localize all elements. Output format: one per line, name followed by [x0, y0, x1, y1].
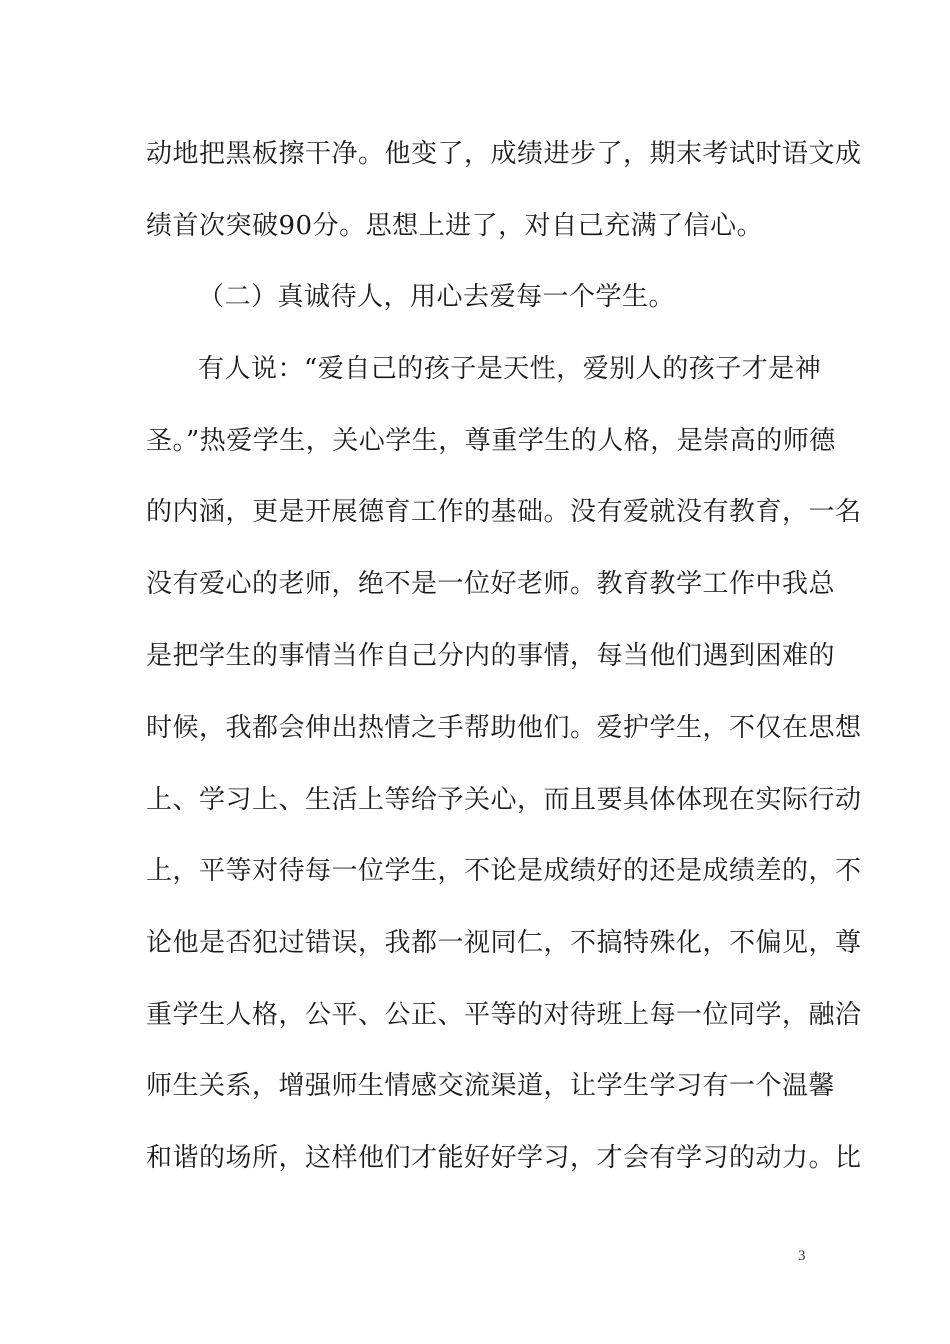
text-line-1: 动地把黑板擦干净。他变了，成绩进步了，期末考试时语文成 — [146, 139, 862, 169]
text-line-11: 上，平等对待每一位学生，不论是成绩好的还是成绩差的，不 — [146, 856, 862, 886]
text-line-15: 和谐的场所，这样他们才能好好学习，才会有学习的动力。比 — [146, 1143, 862, 1173]
text-line-12: 论他是否犯过错误，我都一视同仁，不搞特殊化，不偏见，尊 — [146, 928, 862, 958]
text-line-13: 重学生人格，公平、公正、平等的对待班上每一位同学，融洽 — [146, 1000, 862, 1030]
text-line-10: 上、学习上、生活上等给予关心，而且要具体体现在实际行动 — [146, 785, 862, 815]
text-line-8: 是把学生的事情当作自己分内的事情，每当他们遇到困难的 — [146, 641, 836, 671]
text-line-7: 没有爱心的老师，绝不是一位好老师。教育教学工作中我总 — [146, 569, 836, 599]
text-line-4: 有人说：“爱自己的孩子是天性，爱别人的孩子才是神 — [198, 354, 822, 384]
text-line-2: 绩首次突破90分。思想上进了，对自己充满了信心。 — [146, 211, 764, 241]
text-line-6: 的内涵，更是开展德育工作的基础。没有爱就没有教育，一名 — [146, 497, 862, 527]
text-line-14: 师生关系，增强师生情感交流渠道，让学生学习有一个温馨 — [146, 1071, 836, 1101]
text-line-5: 圣。”热爱学生，关心学生，尊重学生的人格，是崇高的师德 — [146, 426, 836, 456]
section-heading: （二）真诚待人，用心去爱每一个学生。 — [198, 282, 676, 312]
page-number: 3 — [798, 1248, 806, 1264]
text-line-9: 时候，我都会伸出热情之手帮助他们。爱护学生，不仅在思想 — [146, 713, 862, 743]
